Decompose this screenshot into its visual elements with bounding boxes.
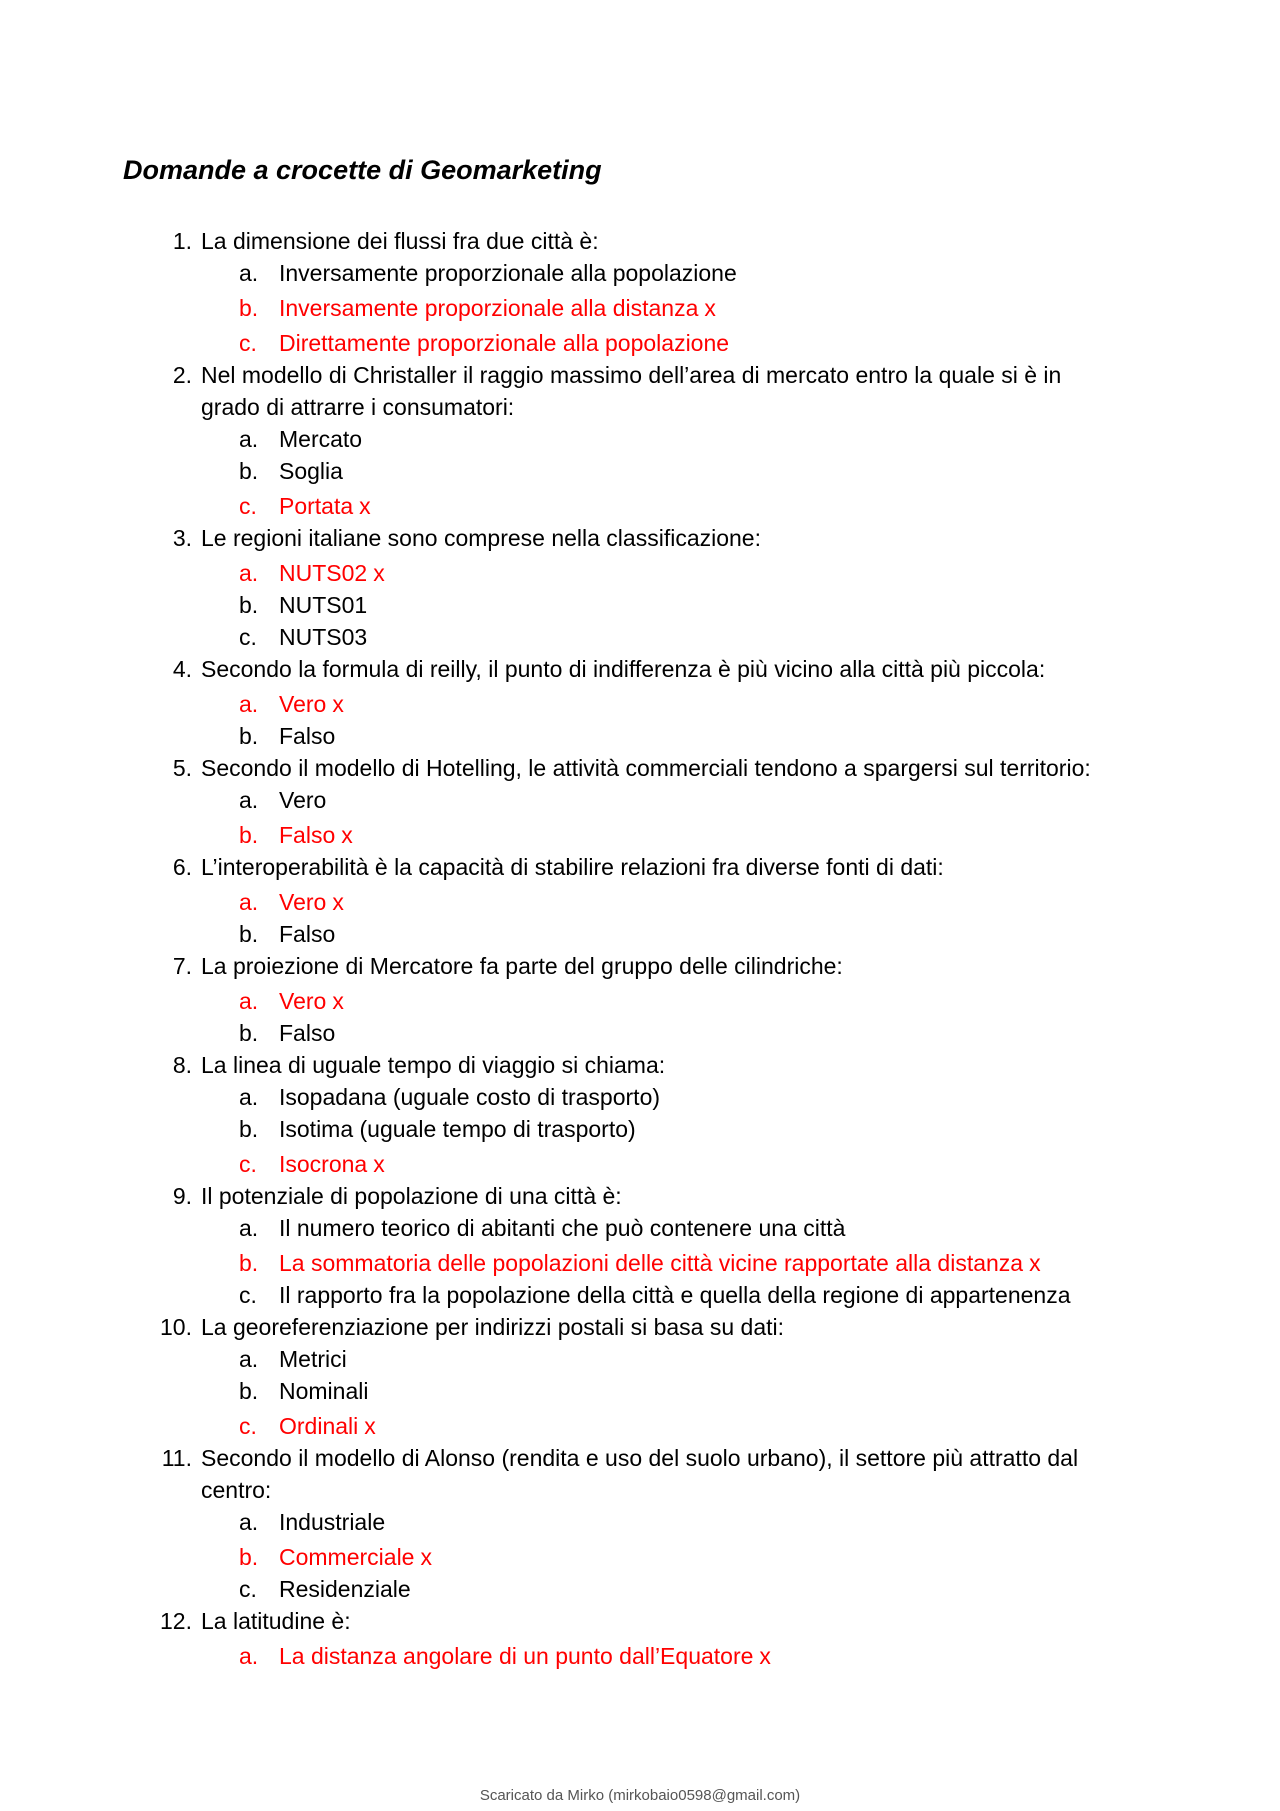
option-text: Direttamente proporzionale alla popolazione — [279, 330, 730, 356]
question-number: 2. — [172, 362, 192, 388]
option-letter: b. — [239, 723, 259, 749]
option-item — [0, 1279, 1280, 1311]
option-text: La distanza angolare di un punto dall’Equatore — [279, 1643, 754, 1669]
answer-mark: x — [364, 1413, 376, 1439]
option-list — [201, 1343, 1280, 1442]
question-item — [0, 653, 1280, 752]
answer-mark: x — [704, 295, 716, 321]
question-item — [0, 1605, 1280, 1672]
option-letter: a. — [239, 1509, 259, 1535]
option-letter: a. — [239, 889, 259, 915]
option-text: Isotima (uguale tempo di trasporto) — [279, 1116, 636, 1142]
option-item-correct — [0, 685, 1280, 720]
option-item-correct — [0, 982, 1280, 1017]
option-letter: b. — [239, 1378, 259, 1404]
option-letter: b. — [239, 822, 259, 848]
answer-mark: x — [332, 988, 344, 1014]
option-text: Soglia — [279, 458, 343, 484]
option-letter: b. — [239, 295, 259, 321]
question-number: 8. — [172, 1052, 192, 1078]
option-item — [0, 257, 1280, 289]
option-letter: b. — [239, 1020, 259, 1046]
option-letter: a. — [239, 1215, 259, 1241]
question-item — [0, 1442, 1280, 1605]
answer-mark: x — [359, 493, 371, 519]
option-text: Nominali — [279, 1378, 369, 1404]
option-letter: a. — [239, 988, 259, 1014]
answer-mark: x — [420, 1544, 432, 1570]
question-text: La proiezione di Mercatore fa parte del gruppo delle cilindriche: — [201, 953, 843, 979]
question-number: 1. — [172, 228, 192, 254]
option-text: Metrici — [279, 1346, 347, 1372]
option-letter: a. — [239, 260, 259, 286]
question-item — [0, 522, 1280, 653]
option-list — [201, 982, 1280, 1049]
option-text: Portata — [279, 493, 354, 519]
answer-mark: x — [341, 822, 353, 848]
option-letter: b. — [239, 1544, 259, 1570]
question-text: La latitudine è: — [201, 1608, 351, 1634]
option-letter: c. — [239, 1282, 257, 1308]
answer-mark: x — [332, 889, 344, 915]
option-letter: b. — [239, 592, 259, 618]
question-number: 4. — [172, 656, 192, 682]
option-letter: a. — [239, 787, 259, 813]
option-item — [0, 621, 1280, 653]
question-item — [0, 950, 1280, 1049]
option-item — [0, 1375, 1280, 1407]
option-item — [0, 784, 1280, 816]
option-item-correct — [0, 1244, 1280, 1279]
question-text: Il potenziale di popolazione di una città è: — [201, 1183, 622, 1209]
option-text: Il numero teorico di abitanti che può contenere una città — [279, 1215, 846, 1241]
question-item — [0, 851, 1280, 950]
question-text: Nel modello di Christaller il raggio massimo dell’area di mercato entro la quale si è in grado di attrarre i consumatori: — [201, 362, 1062, 420]
option-item — [0, 1081, 1280, 1113]
option-item — [0, 589, 1280, 621]
option-letter: b. — [239, 1250, 259, 1276]
option-letter: b. — [239, 921, 259, 947]
option-letter: a. — [239, 560, 259, 586]
option-item — [0, 720, 1280, 752]
question-item — [0, 752, 1280, 851]
option-text: Falso — [279, 822, 336, 848]
option-text: Residenziale — [279, 1576, 411, 1602]
question-number: 9. — [172, 1183, 192, 1209]
option-text: Inversamente proporzionale alla popolazione — [279, 260, 737, 286]
option-text: Inversamente proporzionale alla distanza — [279, 295, 699, 321]
question-text: La georeferenziazione per indirizzi postali si basa su dati: — [201, 1314, 784, 1340]
option-letter: c. — [239, 1151, 257, 1177]
question-number: 10. — [160, 1314, 192, 1340]
option-text: Il rapporto fra la popolazione della città e quella della regione di appartenenza — [279, 1282, 1071, 1308]
option-text: Falso — [279, 723, 336, 749]
question-number: 7. — [172, 953, 192, 979]
option-text: Vero — [279, 787, 327, 813]
option-text: NUTS02 — [279, 560, 368, 586]
option-letter: a. — [239, 1643, 259, 1669]
answer-mark: x — [373, 560, 385, 586]
question-item — [0, 359, 1280, 522]
option-letter: c. — [239, 624, 257, 650]
question-number: 5. — [172, 755, 192, 781]
option-item-correct — [0, 1637, 1280, 1672]
question-number: 3. — [172, 525, 192, 551]
option-text: Commerciale — [279, 1544, 415, 1570]
option-item-correct — [0, 289, 1280, 324]
option-text: NUTS03 — [279, 624, 368, 650]
option-item — [0, 455, 1280, 487]
option-text: Isocrona — [279, 1151, 368, 1177]
answer-mark: x — [759, 1643, 771, 1669]
question-text: L’interoperabilità è la capacità di stabilire relazioni fra diverse fonti di dati: — [201, 854, 944, 880]
option-text: Vero — [279, 691, 327, 717]
question-text: La linea di uguale tempo di viaggio si chiama: — [201, 1052, 666, 1078]
question-text: Secondo il modello di Alonso (rendita e uso del suolo urbano), il settore più attratto dal centro: — [201, 1445, 1079, 1503]
option-item-correct — [0, 487, 1280, 522]
option-item — [0, 1506, 1280, 1538]
option-list — [201, 423, 1280, 522]
option-letter: b. — [239, 458, 259, 484]
option-letter: a. — [239, 1084, 259, 1110]
option-list — [201, 784, 1280, 851]
question-item — [0, 1311, 1280, 1442]
answer-mark: x — [332, 691, 344, 717]
option-letter: c. — [239, 493, 257, 519]
question-text: Le regioni italiane sono comprese nella classificazione: — [201, 525, 761, 551]
option-text: Falso — [279, 1020, 336, 1046]
option-text: NUTS01 — [279, 592, 368, 618]
question-item — [0, 1180, 1280, 1311]
question-number: 11. — [161, 1445, 192, 1471]
option-text: Falso — [279, 921, 336, 947]
option-text: Mercato — [279, 426, 363, 452]
answer-mark: x — [1029, 1250, 1041, 1276]
option-letter: c. — [239, 1576, 257, 1602]
option-text: Isopadana (uguale costo di trasporto) — [279, 1084, 661, 1110]
option-item-correct — [0, 1407, 1280, 1442]
option-list — [201, 554, 1280, 653]
option-item-correct — [0, 883, 1280, 918]
document-title: Domande a crocette di Geomarketing — [123, 155, 602, 185]
question-text: Secondo il modello di Hotelling, le attività commerciali tendono a spargersi sul territorio: — [201, 755, 1091, 781]
option-list — [201, 1212, 1280, 1311]
option-letter: c. — [239, 1413, 257, 1439]
option-list — [201, 685, 1280, 752]
option-list — [201, 1081, 1280, 1180]
option-list — [201, 1637, 1280, 1672]
option-text: Industriale — [279, 1509, 386, 1535]
option-letter: b. — [239, 1116, 259, 1142]
question-text: Secondo la formula di reilly, il punto di indifferenza è più vicino alla città più piccola: — [201, 656, 1046, 682]
option-list — [201, 257, 1280, 359]
option-text: Vero — [279, 889, 327, 915]
option-letter: a. — [239, 426, 259, 452]
answer-mark: x — [373, 1151, 385, 1177]
option-item — [0, 1343, 1280, 1375]
option-letter: a. — [239, 691, 259, 717]
question-text: La dimensione dei flussi fra due città è: — [201, 228, 599, 254]
option-text: La sommatoria delle popolazioni delle città vicine rapportate alla distanza — [279, 1250, 1024, 1276]
download-footer: Scaricato da Mirko (mirkobaio0598@gmail.com) — [479, 1787, 801, 1804]
option-item-correct — [0, 1145, 1280, 1180]
question-number: 6. — [172, 854, 192, 880]
option-item — [0, 1573, 1280, 1605]
question-number: 12. — [160, 1608, 192, 1634]
question-item — [0, 1049, 1280, 1180]
option-item — [0, 918, 1280, 950]
option-item — [0, 1212, 1280, 1244]
option-item-correct — [0, 324, 1280, 359]
question-item — [0, 225, 1280, 359]
option-letter: c. — [239, 330, 257, 356]
option-text: Vero — [279, 988, 327, 1014]
option-item-correct — [0, 1538, 1280, 1573]
option-item-correct — [0, 554, 1280, 589]
option-list — [201, 1506, 1280, 1605]
option-item — [0, 1113, 1280, 1145]
option-letter: a. — [239, 1346, 259, 1372]
question-list — [0, 225, 1280, 1672]
option-item — [0, 423, 1280, 455]
option-list — [201, 883, 1280, 950]
option-item — [0, 1017, 1280, 1049]
option-item-correct — [0, 816, 1280, 851]
option-text: Ordinali — [279, 1413, 359, 1439]
